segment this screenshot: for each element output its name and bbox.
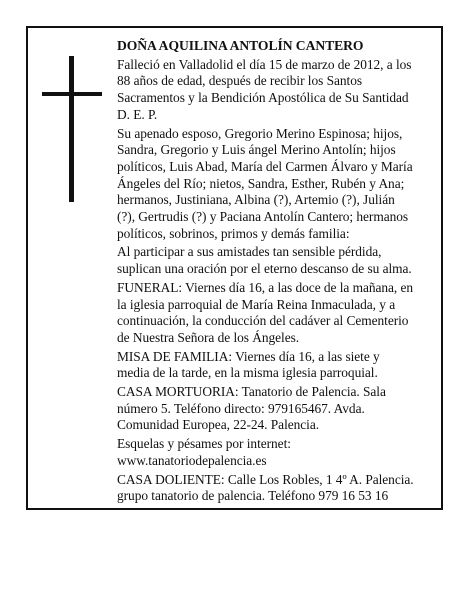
- text-line: Sacramentos y la Bendición Apostólica de Su Santidad: [117, 90, 409, 106]
- obituary-text: [117, 38, 435, 507]
- text-line: la iglesia parroquial de María Reina Inmaculada, y a: [117, 296, 396, 312]
- text-line: D. E. P.: [117, 106, 158, 122]
- text-line: políticos, Luis Abad, María del Carmen Álvaro y María: [117, 158, 413, 174]
- text-line: CASA MORTUORIA: Tanatorio de Palencia. Sala: [117, 384, 386, 400]
- prayer-request-paragraph: [117, 244, 435, 277]
- text-line: Sandra, Gregorio y Luis ángel Merino Antolín; hijos: [117, 142, 396, 158]
- family-mass-paragraph: [117, 349, 435, 382]
- text-line: Comunidad Europea, 22-24. Palencia.: [117, 417, 320, 433]
- text-line: número 5. Teléfono directo: 979165467. Avda.: [117, 400, 365, 416]
- text-line: suplican una oración por el eterno descanso de su alma.: [117, 261, 412, 277]
- text-line: Su apenado esposo, Gregorio Merino Espinosa; hijos,: [117, 125, 403, 141]
- text-line: Ángeles del Río; nietos, Sandra, Esther, Rubén y Ana;: [117, 175, 405, 191]
- text-line: de Nuestra Señora de los Ángeles.: [117, 329, 300, 345]
- funeral-paragraph: [117, 280, 435, 347]
- text-line: grupo tanatorio de palencia. Teléfono 979 16 53 16: [117, 488, 389, 504]
- cross-icon: [42, 56, 102, 202]
- cross-vertical-bar: [69, 56, 74, 202]
- obituary-notice: [26, 26, 443, 510]
- text-line: Esquelas y pésames por internet:: [117, 436, 291, 452]
- funeral-home-paragraph: [117, 384, 435, 434]
- website-url: www.tanatoriodepalencia.es: [117, 452, 267, 468]
- text-line: FUNERAL: Viernes día 16, a las doce de la mañana, en: [117, 279, 414, 295]
- text-line: políticos, sobrinos, primos y demás familia:: [117, 225, 350, 241]
- text-line: Falleció en Valladolid el día 15 de marzo de 2012, a los: [117, 56, 412, 72]
- text-line: CASA DOLIENTE: Calle Los Robles, 1 4º A. Palencia.: [117, 471, 414, 487]
- text-line: Al participar a sus amistades tan sensible pérdida,: [117, 244, 382, 260]
- online-condolences-paragraph: [117, 436, 435, 469]
- cross-horizontal-bar: [42, 92, 102, 96]
- text-line: hermanos, Justiniana, Albina (?), Artemio (?), Julián: [117, 192, 395, 208]
- deceased-name: DOÑA AQUILINA ANTOLÍN CANTERO: [117, 38, 364, 53]
- grieving-home-paragraph: [117, 472, 435, 505]
- text-line: continuación, la conducción del cadáver al Cementerio: [117, 313, 409, 329]
- text-line: media de la tarde, en la misma iglesia parroquial.: [117, 365, 378, 381]
- death-announcement-paragraph: [117, 57, 435, 124]
- text-line: MISA DE FAMILIA: Viernes día 16, a las siete y: [117, 348, 380, 364]
- text-line: 88 años de edad, después de recibir los Santos: [117, 73, 362, 89]
- family-paragraph: [117, 126, 435, 243]
- text-line: (?), Gertrudis (?) y Paciana Antolín Cantero; hermanos: [117, 209, 409, 225]
